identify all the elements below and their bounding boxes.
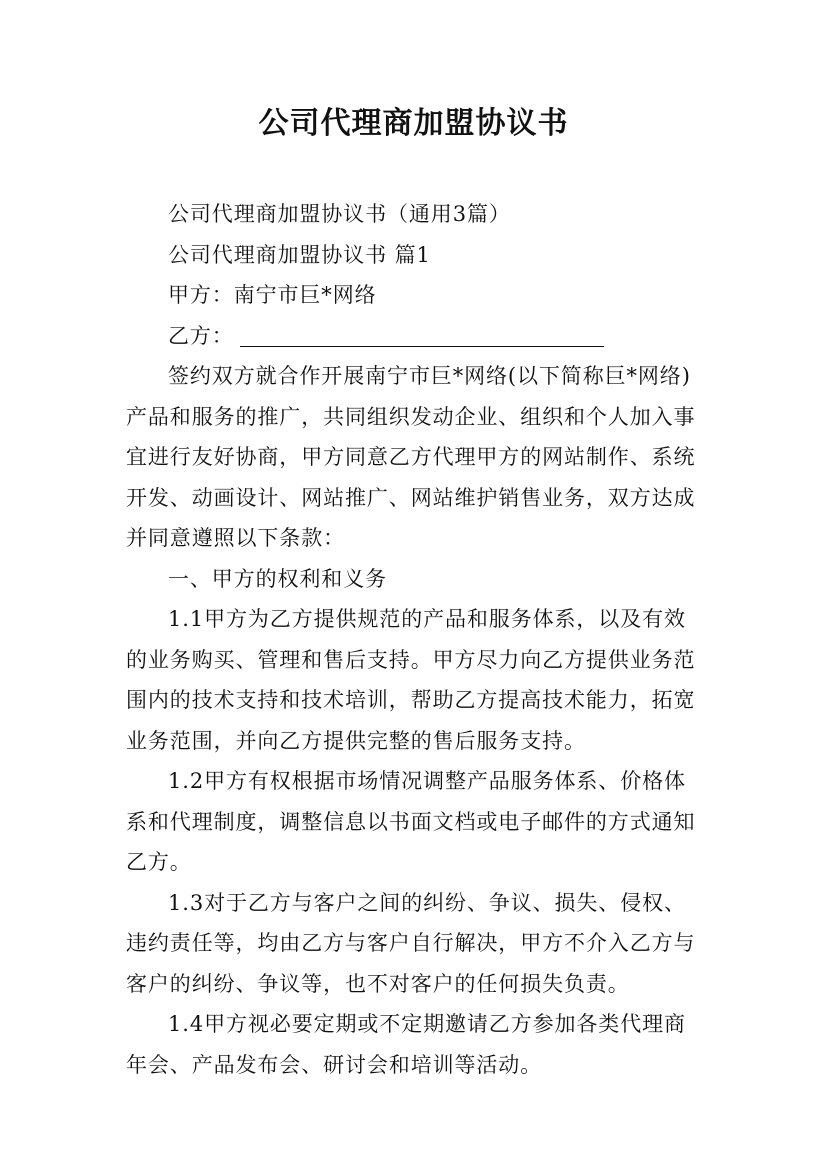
- party-b-blank: [240, 322, 604, 347]
- clause-1-4: 1.4甲方视必要定期或不定期邀请乙方参加各类代理商年会、产品发布会、研讨会和培训等活动。: [126, 1012, 686, 1077]
- document-title: 公司代理商加盟协议书: [258, 106, 569, 141]
- clause-1-2: 1.2甲方有权根据市场情况调整产品服务体系、价格体系和代理制度，调整信息以书面文档或电子邮件的方式通知乙方。: [126, 769, 696, 874]
- document-body: [126, 194, 706, 1085]
- article-heading: 公司代理商加盟协议书 篇1: [168, 242, 431, 267]
- intro-paragraph: 签约双方就合作开展南宁市巨*网络(以下简称巨*网络)产品和服务的推广，共同组织发动企业、组织和个人加入事宜进行友好协商，甲方同意乙方代理甲方的网站制作、系统开发、动画设计、网站推广、网站维护销售业务，双方达成并同意遵照以下条款：: [126, 364, 696, 550]
- subtitle-line: 公司代理商加盟协议书（通用3篇）: [168, 202, 511, 226]
- party-a-line: 甲方：南宁市巨*网络: [168, 283, 377, 307]
- clause-1-1: 1.1甲方为乙方提供规范的产品和服务体系，以及有效的业务购买、管理和售后支持。甲方尽力向乙方提供业务范围内的技术支持和技术培训，帮助乙方提高技术能力，拓宽业务范围，并向乙方提供完整的售后服务支持。: [126, 607, 696, 753]
- clause-1-3: 1.3对于乙方与客户之间的纠纷、争议、损失、侵权、违约责任等，均由乙方与客户自行解决，甲方不介入乙方与客户的纠纷、争议等，也不对客户的任何损失负责。: [126, 890, 696, 996]
- section-one-heading: 一、甲方的权利和义务: [168, 566, 387, 591]
- party-b-label: 乙方：: [168, 323, 234, 348]
- party-b-line: [126, 316, 706, 357]
